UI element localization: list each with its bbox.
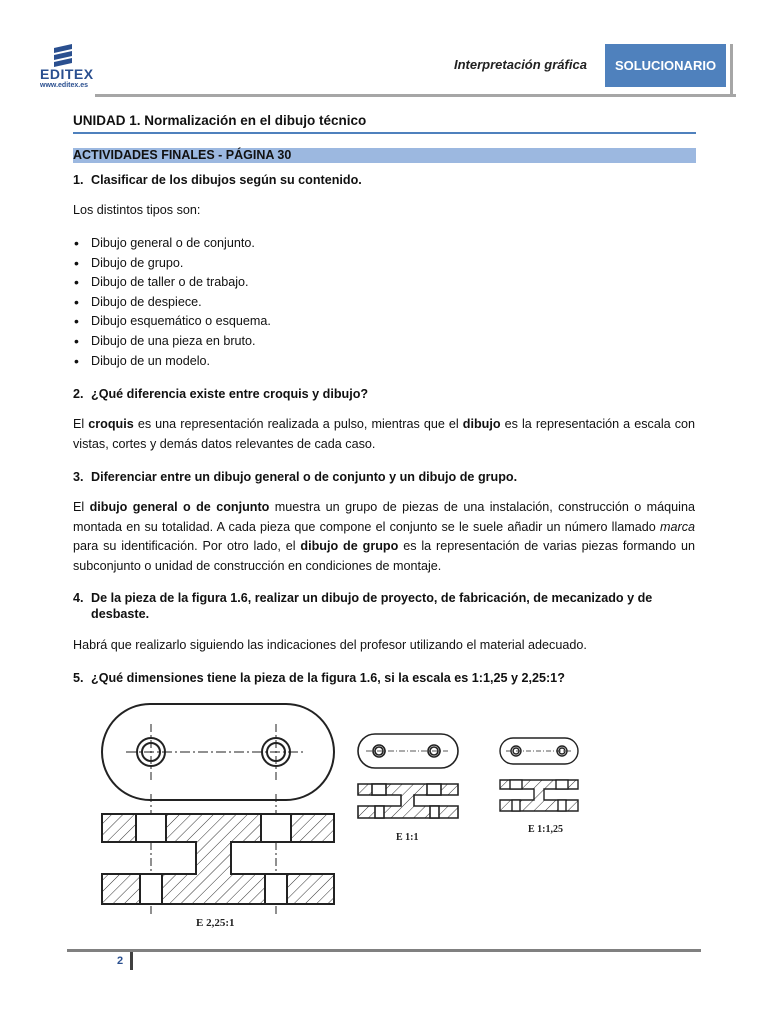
list-item: • Dibujo general o de conjunto. xyxy=(73,234,271,254)
answer-text: es una representación realizada a pulso, mientras que el xyxy=(133,417,463,431)
solucionario-badge: SOLUCIONARIO xyxy=(605,44,726,87)
question-3 xyxy=(73,469,695,485)
answer-text: muestra un grupo de piezas de una instalación, construcción o máquina montada en su totalidad. A cada pieza que compone el conjunto se le suele añadir un número llamado xyxy=(73,500,695,534)
question-2 xyxy=(73,386,695,402)
logo-text: EDITEX xyxy=(40,66,94,82)
header-title: Interpretación gráfica xyxy=(454,57,587,72)
question-5 xyxy=(73,670,695,686)
header-divider xyxy=(95,94,736,97)
answer-text: El xyxy=(73,417,89,431)
small-view xyxy=(500,738,578,811)
unit-title: UNIDAD 1. Normalización en el dibujo técnico xyxy=(73,113,367,128)
drawing-types-list xyxy=(73,234,271,371)
answer-2 xyxy=(73,415,695,454)
scale-label-mid: E 1:1 xyxy=(396,832,419,843)
footer-vertical-divider xyxy=(130,952,133,970)
answer-bold: dibujo de grupo xyxy=(300,539,399,553)
q1-intro: Los distintos tipos son: xyxy=(73,203,201,217)
answer-text: es la representación de varias piezas formando un subconjunto o unidad de construcción en condiciones de montaje. xyxy=(73,539,696,573)
answer-bold: croquis xyxy=(88,417,134,431)
answer-text: para su identificación. Por otro lado, el xyxy=(73,539,301,553)
section-band: ACTIVIDADES FINALES - PÁGINA 30 xyxy=(73,148,696,163)
question-number: 4. xyxy=(73,591,84,605)
question-text: De la pieza de la figura 1.6, realizar un dibujo de proyecto, de fabricación, de mecanizado y de desbaste. xyxy=(91,591,653,621)
header-vertical-divider xyxy=(730,44,733,94)
question-number: 3. xyxy=(73,470,84,484)
list-item: • Dibujo de un modelo. xyxy=(73,352,271,372)
logo-url: www.editex.es xyxy=(40,82,88,89)
answer-bold: dibujo xyxy=(462,417,501,431)
question-1 xyxy=(73,172,695,188)
list-item: • Dibujo de grupo. xyxy=(73,254,271,274)
part-figure-drawing xyxy=(96,694,676,934)
middle-view xyxy=(358,734,458,818)
scale-label-small: E 1:1,25 xyxy=(528,824,563,835)
list-item: • Dibujo esquemático o esquema. xyxy=(73,312,271,332)
list-item: • Dibujo de despiece. xyxy=(73,293,271,313)
question-number: 5. xyxy=(73,671,84,685)
answer-3 xyxy=(73,498,695,576)
question-text: ¿Qué dimensiones tiene la pieza de la figura 1.6, si la escala es 1:1,25 y 2,25:1? xyxy=(91,671,565,685)
question-text: Clasificar de los dibujos según su contenido. xyxy=(91,173,362,187)
list-item: • Dibujo de taller o de trabajo. xyxy=(73,273,271,293)
answer-text: El xyxy=(73,500,90,514)
answer-italic: marca xyxy=(660,519,695,534)
answer-bold: dibujo general o de conjunto xyxy=(89,500,270,514)
unit-title-underline xyxy=(73,132,696,134)
question-4 xyxy=(73,590,695,622)
footer-divider xyxy=(67,949,701,952)
scale-label-large: E 2,25:1 xyxy=(196,917,235,929)
answer-4: Habrá que realizarlo siguiendo las indicaciones del profesor utilizando el material adecuado. xyxy=(73,638,587,652)
list-item: • Dibujo de una pieza en bruto. xyxy=(73,332,271,352)
question-text: Diferenciar entre un dibujo general o de conjunto y un dibujo de grupo. xyxy=(91,470,518,484)
question-number: 1. xyxy=(73,173,84,187)
question-number: 2. xyxy=(73,387,84,401)
large-view xyxy=(102,704,334,916)
answer-text: es la representación a escala con vistas, cortes y demás datos relevantes de cada caso. xyxy=(73,417,696,451)
question-text: ¿Qué diferencia existe entre croquis y dibujo? xyxy=(91,387,369,401)
page-number: 2 xyxy=(117,955,124,967)
